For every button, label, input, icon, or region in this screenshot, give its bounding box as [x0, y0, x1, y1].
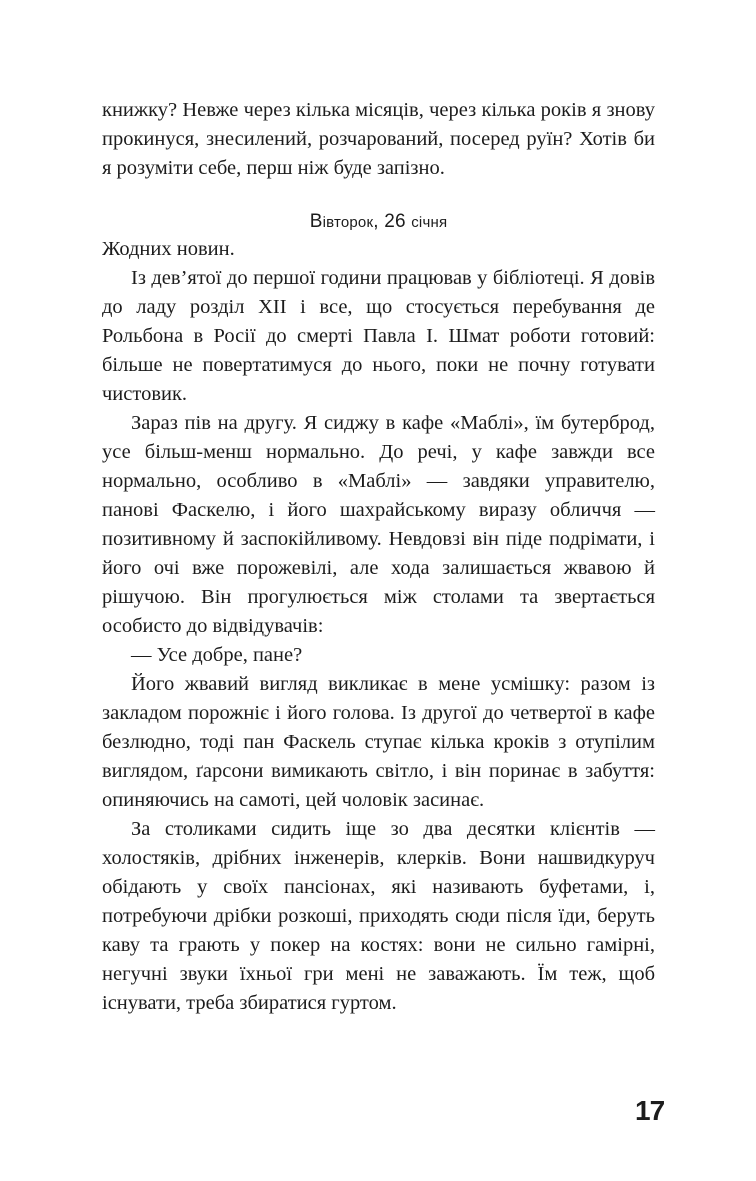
paragraph-patron: Його жвавий вигляд викликає в мене усмішку: разом із закладом порожніє і його голова. Із другої до четвертої в кафе безлюдно, тоді пан Фаскель ступає кілька кроків з отупілим виглядом, ґарсони вимикають світло, і він поринає в забуття: опиняючись на самоті, цей чоловік засинає. [102, 673, 655, 811]
paragraph-no-news: Жодних новин. [102, 238, 235, 260]
heading-initial: В [309, 211, 323, 232]
heading-month: січня [411, 214, 448, 231]
entry-body [102, 235, 655, 1018]
paragraph-library: Із дев’ятої до першої години працював у бібліотеці. Я довів до ладу розділ XII і все, що стосується перебування де Рольбона в Росії до смерті Павла I. Шмат роботи готовий: більше не повертатимуся до нього, поки не почну готувати чистовик. [102, 267, 655, 405]
entry-heading [102, 207, 655, 237]
paragraph-dialogue: — Усе добре, пане? [131, 644, 303, 666]
paragraph-clients: За столиками сидить іще зо два десятки клієнтів — холостяків, дрібних інженерів, клерків. Вони нашвидкуруч обідають у своїх пансіонах, які називають буфетами, і, потребуючи дрібки розкоші, приходять сюди після їди, беруть каву та грають у покер на костях: вони не сильно гамірні, негучні звуки їхньої гри мені не заважають. Їм теж, щоб існувати, треба збиратися гуртом. [102, 818, 655, 1014]
paragraph-cafe: Зараз пів на другу. Я сиджу в кафе «Маблі», їм бутерброд, усе більш-менш нормально. До речі, у кафе завжди все нормально, особливо в «Маблі» — завдяки управителю, панові Фаскелю, і його шахрайському виразу обличчя — позитивному й заспокійливому. Невдовзі він піде подрімати, і його очі вже порожевілі, але хода залишається жвавою й рішучою. Він прогулюється між столами та звертається особисто до відвідувачів: [102, 412, 655, 637]
heading-date: , 26 [373, 211, 412, 232]
heading-weekday-rest: івторок [322, 214, 374, 231]
page-number: 17 [635, 1095, 665, 1126]
intro-paragraph-block [102, 96, 655, 183]
intro-paragraph: книжку? Невже через кілька місяців, через кілька років я знову прокинуся, знесилений, розчарований, посеред руїн? Хотів би я розуміти себе, перш ніж буде запізно. [102, 99, 655, 179]
